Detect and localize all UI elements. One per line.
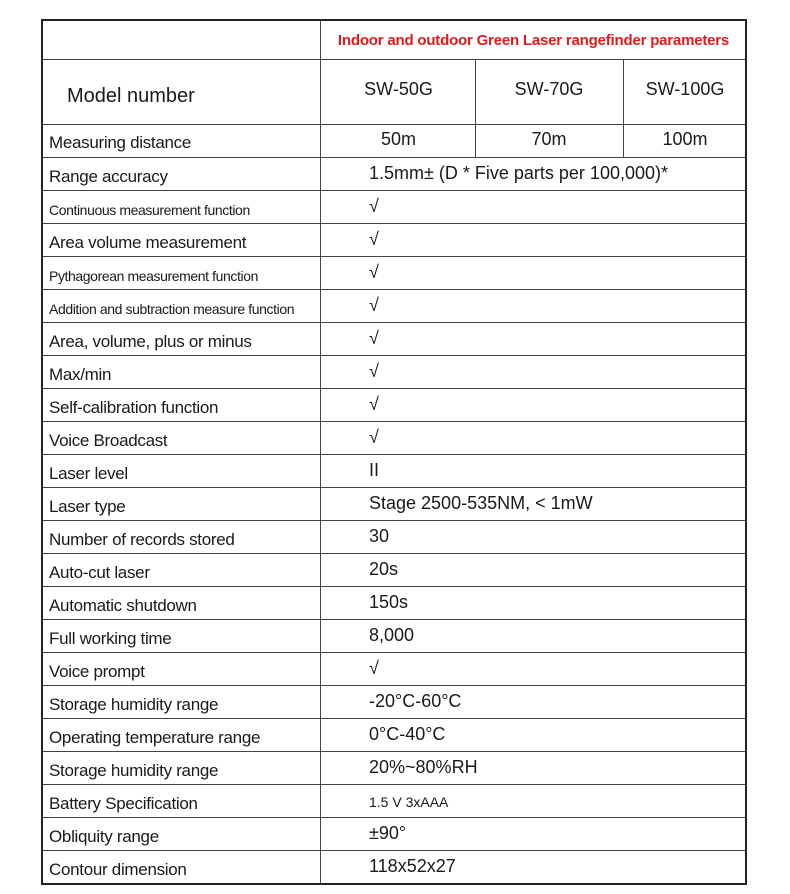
measuring-distance-label: Measuring distance (49, 133, 192, 152)
row-label: Addition and subtraction measure function (49, 301, 295, 317)
table-title: Indoor and outdoor Green Laser rangefinder parameters (337, 32, 730, 49)
row-value: 20%~80%RH (369, 757, 478, 777)
row-label: Self-calibration function (49, 398, 219, 417)
row-label: Automatic shutdown (49, 596, 197, 615)
row-value: √ (369, 658, 379, 678)
row-value: 0°C-40°C (369, 724, 446, 744)
row-divider (43, 322, 745, 323)
row-divider (43, 553, 745, 554)
row-value: 1.5 V 3xAAA (369, 794, 449, 810)
row-value: √ (369, 361, 379, 381)
row-divider (43, 355, 745, 356)
row-label: Voice Broadcast (49, 431, 168, 450)
row-label: Operating temperature range (49, 728, 261, 747)
row-label: Voice prompt (49, 662, 145, 681)
row-divider (43, 454, 745, 455)
row-value: √ (369, 229, 379, 249)
row-divider (43, 586, 745, 587)
row-value: √ (369, 196, 379, 216)
row-label: Laser level (49, 464, 128, 483)
row-label: Battery Specification (49, 794, 198, 813)
row-label: Max/min (49, 365, 112, 384)
row-value: √ (369, 427, 379, 447)
row-divider (43, 421, 745, 422)
row-divider (43, 751, 745, 752)
row-divider (43, 59, 745, 60)
row-label: Pythagorean measurement function (49, 268, 258, 284)
model-sw-50g: SW-50G (364, 79, 433, 99)
row-divider (43, 685, 745, 686)
row-label: Obliquity range (49, 827, 159, 846)
row-divider (43, 223, 745, 224)
row-value: II (369, 460, 380, 480)
model-sw-100g: SW-100G (645, 79, 725, 99)
row-label: Area, volume, plus or minus (49, 332, 252, 351)
model-sw-70g: SW-70G (514, 79, 584, 99)
row-label: Storage humidity range (49, 761, 219, 780)
row-label: Full working time (49, 629, 172, 648)
row-value: √ (369, 328, 379, 348)
row-value: 1.5mm± (D * Five parts per 100,000)* (369, 163, 668, 183)
model-number-label: Model number (67, 85, 195, 107)
row-divider (43, 289, 745, 290)
row-value: √ (369, 295, 379, 315)
column-divider (623, 59, 624, 157)
row-divider (43, 817, 745, 818)
row-divider (43, 520, 745, 521)
distance-50g: 50m (380, 129, 416, 149)
row-value: -20°C-60°C (369, 691, 462, 711)
row-value: Stage 2500-535NM, < 1mW (369, 493, 593, 513)
row-label: Storage humidity range (49, 695, 219, 714)
spec-table (41, 19, 747, 885)
row-divider (43, 190, 745, 191)
row-divider (43, 157, 745, 158)
row-label: Auto-cut laser (49, 563, 150, 582)
row-label: Continuous measurement function (49, 202, 250, 218)
row-divider (43, 619, 745, 620)
row-divider (43, 256, 745, 257)
row-value: √ (369, 394, 379, 414)
row-value: √ (369, 262, 379, 282)
row-divider (43, 124, 745, 125)
row-divider (43, 652, 745, 653)
row-divider (43, 718, 745, 719)
row-divider (43, 850, 745, 851)
row-value: 150s (369, 592, 409, 612)
row-label: Laser type (49, 497, 126, 516)
row-divider (43, 388, 745, 389)
row-value: ±90° (369, 823, 407, 843)
row-value: 20s (369, 559, 399, 579)
column-divider (320, 21, 321, 883)
row-label: Area volume measurement (49, 233, 247, 252)
row-value: 30 (369, 526, 390, 546)
row-value: 8,000 (369, 625, 415, 645)
column-divider (475, 59, 476, 157)
row-divider (43, 487, 745, 488)
row-label: Number of records stored (49, 530, 235, 549)
row-label: Contour dimension (49, 860, 187, 879)
distance-70g: 70m (531, 129, 567, 149)
distance-100g: 100m (662, 129, 708, 149)
row-value: 118x52x27 (369, 856, 456, 876)
row-label: Range accuracy (49, 167, 168, 186)
row-divider (43, 784, 745, 785)
